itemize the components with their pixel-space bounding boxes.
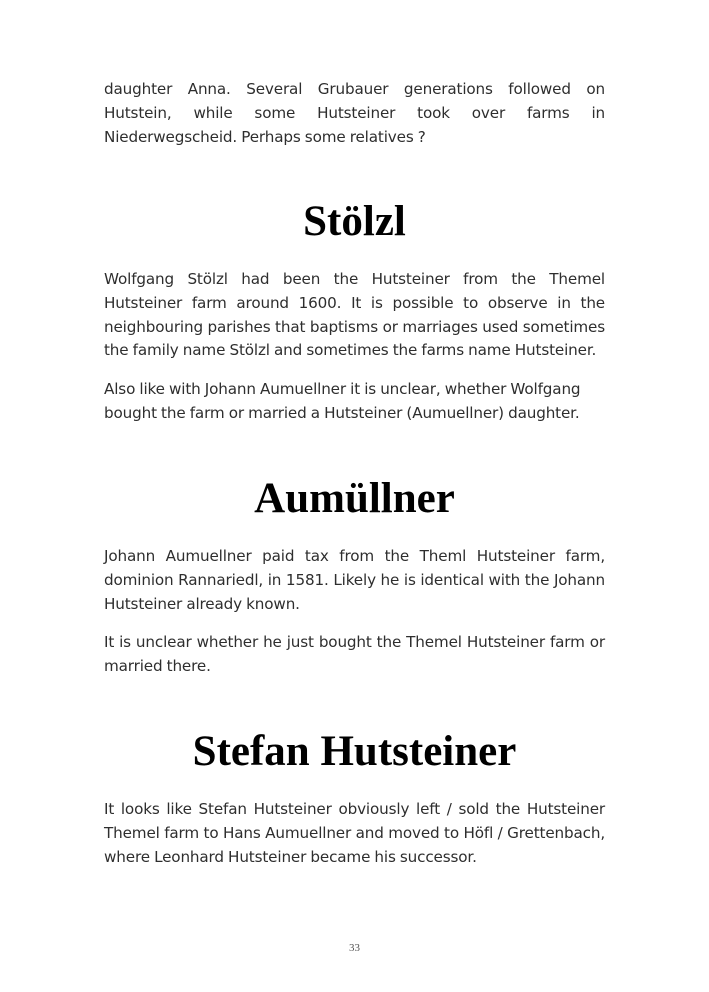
aumuellner-paragraph-2: It is unclear whether he just bought the Themel Hutsteiner farm or married there. [104,633,605,675]
stoelzl-paragraph-1: Wolfgang Stölzl had been the Hutsteiner from the Themel Hutsteiner farm around 1600. It is possible to observe in the neighbouring parishes that baptisms or marriages used sometimes the family name Stölzl and sometimes the farms name Hutsteiner. [104,270,605,360]
intro-paragraph: daughter Anna. Several Grubauer generations followed on Hutstein, while some Hutsteiner took over farms in Niederwegscheid. Perhaps some relatives ? [104,80,605,146]
page-number: 33 [349,942,360,954]
section-heading-stefan-hutsteiner: Stefan Hutsteiner [192,728,517,775]
section-heading-stoelzl: Stölzl [303,198,406,245]
stefan-hutsteiner-paragraph-1: It looks like Stefan Hutsteiner obviously left / sold the Hutsteiner Themel farm to Hans Aumuellner and moved to Höfl / Grettenbach, where Leonhard Hutsteiner became his successor. [104,800,605,866]
aumuellner-paragraph-1: Johann Aumuellner paid tax from the Theml Hutsteiner farm, dominion Rannariedl, in 1581. Likely he is identical with the Johann Hutsteiner already known. [104,547,605,613]
section-heading-aumuellner: Aumüllner [254,475,455,522]
stoelzl-paragraph-2: Also like with Johann Aumuellner it is unclear, whether Wolfgang bought the farm or married a Hutsteiner (Aumuellner) daughter. [104,380,581,422]
